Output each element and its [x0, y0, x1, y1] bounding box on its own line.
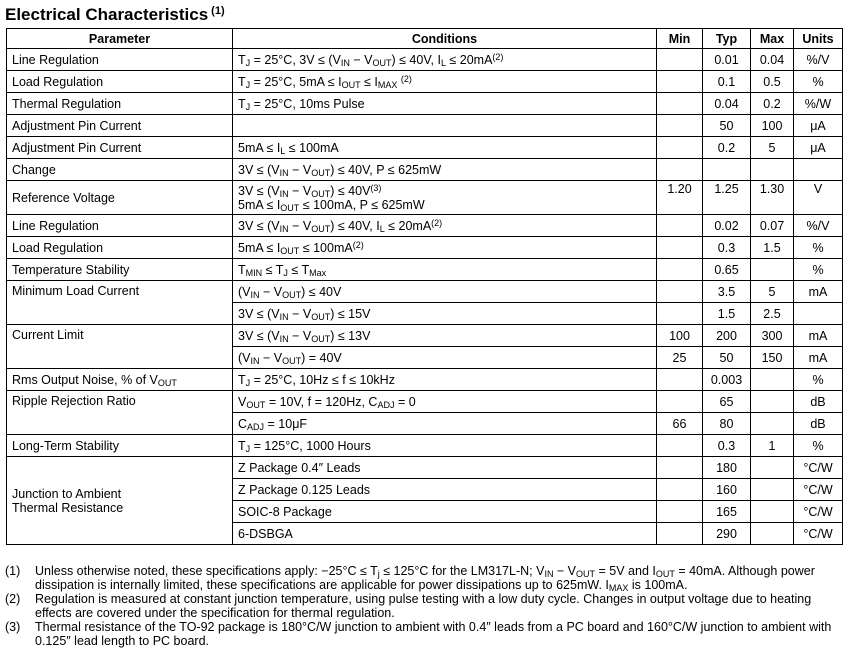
cell-max: 1 [751, 435, 794, 457]
table-row [7, 93, 843, 115]
table-row [7, 137, 843, 159]
cell-typ: 80 [703, 413, 751, 435]
cell-min [657, 71, 703, 93]
cell-units: % [794, 71, 843, 93]
cell-units [794, 159, 843, 181]
header-max: Max [751, 29, 794, 49]
cell-conditions: $3V \le (V_{IN} - V_{OUT}) \le 13V$ [233, 325, 657, 347]
cell-max: 100 [751, 115, 794, 137]
cell-typ: 0.3 [703, 435, 751, 457]
cell-parameter: Adjustment Pin Current [7, 137, 233, 159]
cell-min [657, 391, 703, 413]
cell-parameter: Junction to Ambient Thermal Resistance [7, 457, 233, 545]
cell-max [751, 369, 794, 391]
cell-min [657, 137, 703, 159]
cell-max [751, 501, 794, 523]
cell-max [751, 457, 794, 479]
cell-min [657, 49, 703, 71]
table-body [7, 49, 843, 545]
cell-typ: 200 [703, 325, 751, 347]
table-row [7, 435, 843, 457]
cell-typ: 65 [703, 391, 751, 413]
footnote-number: (2) [5, 592, 21, 606]
cell-typ: 0.65 [703, 259, 751, 281]
cell-max [751, 391, 794, 413]
cell-conditions: $3V \le (V_{IN} - V_{OUT}) \le 15V$ [233, 303, 657, 325]
cell-max: 300 [751, 325, 794, 347]
header-typ: Typ [703, 29, 751, 49]
table-row [7, 281, 843, 303]
table-row [7, 71, 843, 93]
cell-min [657, 215, 703, 237]
cell-conditions: $T_J = 25^\circ C$, 10ms Pulse [233, 93, 657, 115]
cell-conditions: $(V_{IN} - V_{OUT}) = 40V$ [233, 347, 657, 369]
page-title: Electrical Characteristics $^{(1)}$ [5, 5, 225, 24]
cell-units: % [794, 369, 843, 391]
cell-parameter: Ripple Rejection Ratio [7, 391, 233, 435]
cell-max [751, 259, 794, 281]
table-row [7, 391, 843, 413]
cell-parameter: Rms Output Noise, % of $V_{OUT}$ [7, 369, 233, 391]
cell-max [751, 413, 794, 435]
header-parameter: Parameter [7, 29, 233, 49]
footnote-number: (1) [5, 564, 21, 578]
cell-max: 0.07 [751, 215, 794, 237]
cell-typ: 0.01 [703, 49, 751, 71]
cell-parameter: Load Regulation [7, 71, 233, 93]
cell-conditions: $5mA \le I_{OUT} \le 100mA^{(2)}$ [233, 237, 657, 259]
cell-parameter: Load Regulation [7, 237, 233, 259]
cell-conditions: 6-DSBGA [233, 523, 657, 545]
cell-conditions: $3V \le (V_{IN} - V_{OUT}) \le 40V^{(3)}$ $5mA \le I_{OUT} \le 100mA$, P ≤ 625mW [233, 181, 657, 215]
cell-conditions: Z Package 0.4″ Leads [233, 457, 657, 479]
cell-units: μA [794, 137, 843, 159]
cell-conditions: $T_J = 25^\circ C$, $3V \le (V_{IN} - V_{OUT}) \le 40V$, $I_L \le 20mA^{(2)}$ [233, 49, 657, 71]
cell-parameter: Thermal Regulation [7, 93, 233, 115]
cell-parameter: Line Regulation [7, 215, 233, 237]
cell-units: % [794, 435, 843, 457]
table-row [7, 215, 843, 237]
cell-units: dB [794, 391, 843, 413]
table-row [7, 159, 843, 181]
cell-units: V [794, 181, 843, 215]
cell-parameter: Temperature Stability [7, 259, 233, 281]
cell-min [657, 159, 703, 181]
cell-max [751, 479, 794, 501]
cell-min [657, 93, 703, 115]
cell-conditions: $T_J = 25^\circ C$, 10Hz ≤ f ≤ 10kHz [233, 369, 657, 391]
cell-typ: 50 [703, 115, 751, 137]
cell-min [657, 369, 703, 391]
cell-min: 66 [657, 413, 703, 435]
cell-parameter: Line Regulation [7, 49, 233, 71]
footnote-text: Unless otherwise noted, these specifications apply: $-25^\circ C \le T_j \le 125^\circ C$ for the LM317L-N; $V_{IN} - V_{OUT} = 5V$ and $I_{OUT} = 40mA$. Although power dissipation is internally limited, these specifications are applicable for power dissipations up to 625mW. $I_{MAX}$ is 100mA. [35, 564, 815, 593]
cell-conditions: Z Package 0.125 Leads [233, 479, 657, 501]
cell-units: °C/W [794, 457, 843, 479]
cell-max: 1.30 [751, 181, 794, 215]
header-min: Min [657, 29, 703, 49]
title-footnote-ref: (1) [211, 5, 225, 17]
cell-conditions: $5mA \le I_L \le 100mA$ [233, 137, 657, 159]
cell-typ [703, 159, 751, 181]
cell-conditions: $T_J = 25^\circ C$, $5mA \le I_{OUT} \le I_{MAX}$ $^{(2)}$ [233, 71, 657, 93]
cell-min: 25 [657, 347, 703, 369]
cell-units: % [794, 237, 843, 259]
cell-min: 100 [657, 325, 703, 347]
cell-typ: 180 [703, 457, 751, 479]
cell-max: 2.5 [751, 303, 794, 325]
cell-units: %/V [794, 49, 843, 71]
table-row [7, 181, 843, 215]
cell-typ: 0.02 [703, 215, 751, 237]
cell-units: °C/W [794, 523, 843, 545]
cell-max: 1.5 [751, 237, 794, 259]
cell-max: 0.5 [751, 71, 794, 93]
cell-max: 0.2 [751, 93, 794, 115]
cell-min [657, 457, 703, 479]
cell-typ: 160 [703, 479, 751, 501]
cell-units: %/V [794, 215, 843, 237]
cell-units: °C/W [794, 479, 843, 501]
cell-units: mA [794, 347, 843, 369]
table-row [7, 325, 843, 347]
footnote-text: Regulation is measured at constant junction temperature, using pulse testing with a low duty cycle. Changes in output voltage due to heating effects are covered under the specification for thermal regulation. [35, 592, 812, 620]
cell-conditions: $T_J = 125^\circ C$, 1000 Hours [233, 435, 657, 457]
cell-min [657, 237, 703, 259]
cell-min [657, 479, 703, 501]
cell-typ: 165 [703, 501, 751, 523]
cell-min [657, 303, 703, 325]
table-header-row [7, 29, 843, 49]
footnote-text: Thermal resistance of the TO-92 package is 180°C/W junction to ambient with 0.4″ leads from a PC board and 160°C/W junction to ambient with 0.125″ lead length to PC board. [35, 620, 832, 648]
cell-typ: 3.5 [703, 281, 751, 303]
cell-min [657, 435, 703, 457]
cell-min [657, 281, 703, 303]
table-row [7, 115, 843, 137]
cell-units [794, 303, 843, 325]
table-row [7, 237, 843, 259]
cell-conditions: $T_{MIN} \le T_J \le T_{Max}$ [233, 259, 657, 281]
cell-units: μA [794, 115, 843, 137]
cell-parameter: Long-Term Stability [7, 435, 233, 457]
cell-min [657, 523, 703, 545]
cell-min: 1.20 [657, 181, 703, 215]
cell-units: %/W [794, 93, 843, 115]
cell-units: mA [794, 325, 843, 347]
cell-units: mA [794, 281, 843, 303]
table-row [7, 457, 843, 479]
cell-typ: 0.3 [703, 237, 751, 259]
cell-parameter: Adjustment Pin Current [7, 115, 233, 137]
cell-parameter: Reference Voltage [7, 181, 233, 215]
cell-conditions: $C_{ADJ} = 10\mu F$ [233, 413, 657, 435]
cell-max [751, 523, 794, 545]
cell-parameter: Change [7, 159, 233, 181]
cell-typ: 50 [703, 347, 751, 369]
cell-parameter: Current Limit [7, 325, 233, 369]
cell-conditions [233, 115, 657, 137]
cell-max: 0.04 [751, 49, 794, 71]
header-conditions: Conditions [233, 29, 657, 49]
footnote [5, 620, 835, 648]
cell-typ: 290 [703, 523, 751, 545]
footnote-number: (3) [5, 620, 21, 634]
cell-max: 5 [751, 137, 794, 159]
cell-min [657, 115, 703, 137]
cell-units: % [794, 259, 843, 281]
cell-parameter: Minimum Load Current [7, 281, 233, 325]
cell-typ: 0.1 [703, 71, 751, 93]
electrical-characteristics-table [6, 28, 843, 545]
cell-conditions: $(V_{IN} - V_{OUT}) \le 40V$ [233, 281, 657, 303]
footnotes [5, 564, 835, 648]
header-units: Units [794, 29, 843, 49]
cell-typ: 1.5 [703, 303, 751, 325]
table-row [7, 369, 843, 391]
cell-max: 150 [751, 347, 794, 369]
cell-min [657, 501, 703, 523]
cell-max: 5 [751, 281, 794, 303]
cell-conditions: SOIC-8 Package [233, 501, 657, 523]
cell-units: dB [794, 413, 843, 435]
cell-units: °C/W [794, 501, 843, 523]
cell-typ: 0.2 [703, 137, 751, 159]
cell-typ: 0.003 [703, 369, 751, 391]
cell-conditions: $V_{OUT} = 10V$, f = 120Hz, $C_{ADJ} = 0$ [233, 391, 657, 413]
footnote [5, 564, 835, 592]
table-row [7, 49, 843, 71]
cell-min [657, 259, 703, 281]
footnote [5, 592, 835, 620]
cell-max [751, 159, 794, 181]
cell-conditions: $3V \le (V_{IN} - V_{OUT}) \le 40V$, $I_L \le 20mA^{(2)}$ [233, 215, 657, 237]
cell-conditions: $3V \le (V_{IN} - V_{OUT}) \le 40V$, P ≤ 625mW [233, 159, 657, 181]
cell-typ: 1.25 [703, 181, 751, 215]
table-row [7, 259, 843, 281]
cell-typ: 0.04 [703, 93, 751, 115]
